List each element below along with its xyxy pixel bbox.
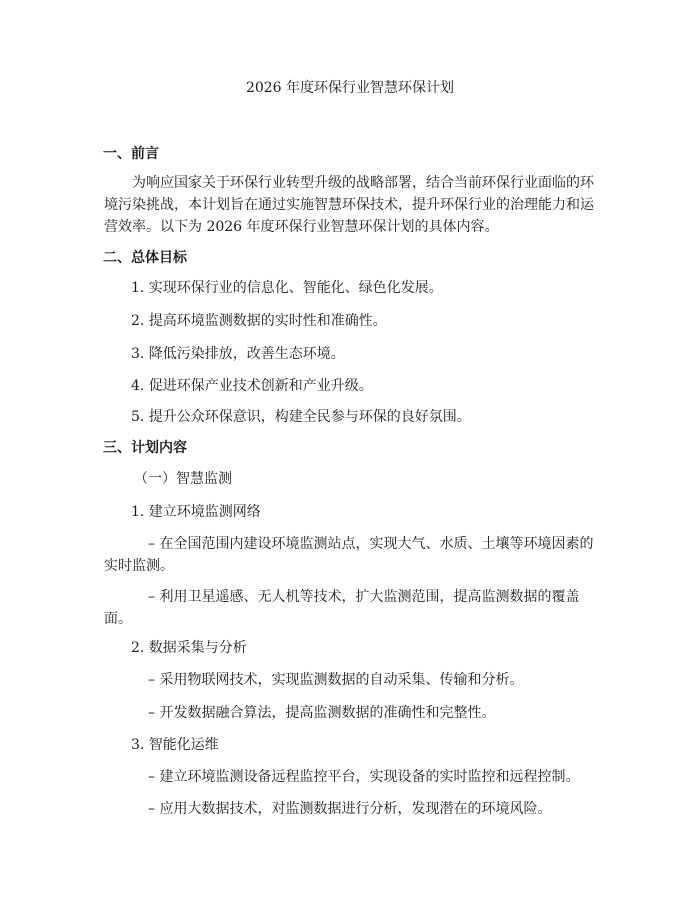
plan-item-1-bullet-2: – 利用卫星遥感、无人机等技术，扩大监测范围，提高监测数据的覆盖面。 [104, 589, 580, 627]
goal-item-2: 2. 提高环境监测数据的实时性和准确性。 [131, 313, 387, 329]
goal-item-5: 5. 提升公众环保意识，构建全民参与环保的良好氛围。 [131, 409, 471, 425]
subsection-smart-monitoring: （一）智慧监测 [134, 471, 232, 487]
goal-item-1: 1. 实现环保行业的信息化、智能化、绿色化发展。 [131, 280, 443, 296]
plan-item-3-bullet-1: – 建立环境监测设备远程监控平台，实现设备的实时监控和远程控制。 [148, 769, 580, 785]
section-heading-preface: 一、前言 [103, 146, 159, 162]
goal-item-4: 4. 促进环保产业技术创新和产业升级。 [131, 378, 373, 394]
section-heading-goals: 二、总体目标 [103, 250, 187, 266]
document-title: 2026 年度环保行业智慧环保计划 [245, 80, 455, 96]
plan-item-2-title: 2. 数据采集与分析 [131, 640, 247, 656]
plan-item-2-bullet-1: – 采用物联网技术，实现监测数据的自动采集、传输和分析。 [148, 672, 524, 688]
preface-paragraph: 为响应国家关于环保行业转型升级的战略部署，结合当前环保行业面临的环境污染挑战，本计划旨在通过实施智慧环保技术，提升环保行业的治理能力和运营效率。以下为 2026 年度环保行业智慧环保计划的具体内容。 [104, 175, 594, 235]
plan-item-2-bullet-2: – 开发数据融合算法，提高监测数据的准确性和完整性。 [148, 705, 496, 721]
plan-item-1-title: 1. 建立环境监测网络 [131, 504, 261, 520]
plan-item-1-bullet-1: – 在全国范围内建设环境监测站点，实现大气、水质、土壤等环境因素的实时监测。 [104, 536, 594, 574]
plan-item-3-title: 3. 智能化运维 [131, 737, 219, 753]
plan-item-3-bullet-2: – 应用大数据技术，对监测数据进行分析，发现潜在的环境风险。 [148, 801, 552, 817]
goal-item-3: 3. 降低污染排放，改善生态环境。 [131, 346, 345, 362]
section-heading-plan: 三、计划内容 [103, 440, 187, 456]
